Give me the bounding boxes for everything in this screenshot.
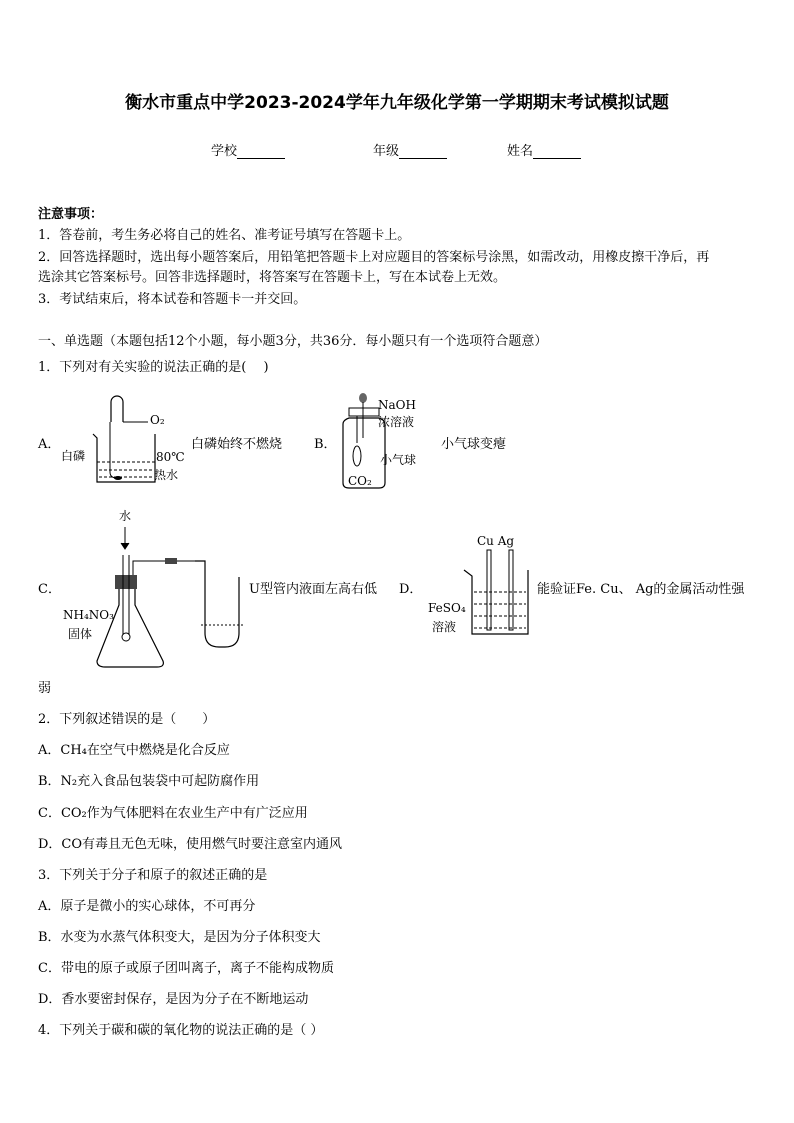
- q2-option-d[interactable]: D．CO有毒且无色无味，使用燃气时要注意室内通风: [38, 837, 343, 852]
- notice-item-2-cont: 选涂其它答案标号。回答非选择题时，将答案写在答题卡上，写在本试卷上无效。: [38, 270, 507, 285]
- q1-option-d-label[interactable]: D．: [399, 582, 423, 597]
- q2-option-b[interactable]: B．N₂充入食品包装袋中可起防腐作用: [38, 774, 260, 789]
- notice-heading: 注意事项：: [38, 207, 104, 222]
- q1-option-a-label[interactable]: A．: [38, 437, 61, 452]
- notice-item-1: 1．答卷前，考生务必将自己的姓名、准考证号填写在答题卡上。: [38, 228, 411, 243]
- name-field[interactable]: [507, 140, 581, 159]
- school-label: 学校: [211, 144, 238, 159]
- q1-c-description: U型管内液面左高右低: [249, 582, 377, 597]
- q1-a-description: 白磷始终不燃烧: [191, 437, 283, 452]
- q1-d-metals-label: Cu Ag: [477, 534, 515, 548]
- q3-stem: 3．下列关于分子和原子的叙述正确的是: [38, 868, 268, 883]
- q1-a-o2-label: O₂: [150, 413, 165, 427]
- q3-option-c[interactable]: C．带电的原子或原子团叫离子，离子不能构成物质: [38, 961, 334, 976]
- q4-stem: 4．下列关于碳和碳的氧化物的说法正确的是（ ）: [38, 1023, 324, 1038]
- q2-stem: 2．下列叙述错误的是（ ）: [38, 712, 216, 727]
- q1-c-water-label: 水: [119, 509, 132, 523]
- grade-blank[interactable]: [399, 146, 447, 159]
- q1-b-conc-label: 浓溶液: [378, 415, 415, 429]
- q3-option-b[interactable]: B．水变为水蒸气体积变大，是因为分子体积变大: [38, 930, 321, 945]
- q1-option-b-label[interactable]: B．: [314, 437, 337, 452]
- q1-c-apparatus: [95, 525, 255, 670]
- q1-d-feso4-label: FeSO₄: [428, 601, 466, 615]
- q1-d-solution-label: 溶液: [432, 620, 457, 634]
- q1-d-description-cont: 弱: [38, 681, 52, 696]
- school-blank[interactable]: [237, 146, 285, 159]
- q1-c-solid-label: 固体: [68, 627, 93, 641]
- q1-b-balloon-label: 小气球: [380, 453, 417, 467]
- q3-option-a[interactable]: A．原子是微小的实心球体，不可再分: [38, 899, 256, 914]
- q1-b-naoh-label: NaOH: [378, 398, 416, 412]
- q2-option-a[interactable]: A．CH₄在空气中燃烧是化合反应: [38, 743, 230, 758]
- name-blank[interactable]: [533, 146, 581, 159]
- notice-item-2: 2．回答选择题时，选出每小题答案后，用铅笔把答题卡上对应题目的答案标号涂黑，如需改动，用橡皮擦干净后，再: [38, 250, 710, 265]
- q3-option-d[interactable]: D．香水要密封保存，是因为分子在不断地运动: [38, 992, 309, 1007]
- name-label: 姓名: [507, 144, 534, 159]
- q1-b-co2-label: CO₂: [348, 474, 372, 488]
- q2-option-c[interactable]: C．CO₂作为气体肥料在农业生产中有广泛应用: [38, 806, 308, 821]
- section1-heading: 一、单选题（本题包括12个小题，每小题3分，共36分．每小题只有一个选项符合题意）: [38, 334, 548, 349]
- q1-d-description: 能验证Fe. Cu、 Ag的金属活动性强: [537, 582, 745, 597]
- q1-a-hot-water-label: 热水: [154, 468, 179, 482]
- q1-a-temp-label: 80℃: [156, 450, 185, 464]
- grade-label: 年级: [373, 144, 400, 159]
- grade-field[interactable]: [373, 140, 447, 159]
- q1-stem: 1．下列对有关实验的说法正确的是( ): [38, 360, 269, 375]
- exam-title: 衡水市重点中学2023-2024学年九年级化学第一学期期末考试模拟试题: [125, 93, 669, 113]
- school-field[interactable]: [211, 140, 285, 159]
- q1-c-nh4no3-label: NH₄NO₃: [63, 608, 114, 622]
- q1-a-white-p-label: 白磷: [61, 449, 86, 463]
- q1-d-apparatus: [462, 548, 532, 638]
- q1-option-c-label[interactable]: C．: [38, 582, 61, 597]
- q1-b-description: 小气球变瘪: [441, 437, 507, 452]
- notice-item-3: 3．考试结束后，将本试卷和答题卡一并交回。: [38, 292, 307, 307]
